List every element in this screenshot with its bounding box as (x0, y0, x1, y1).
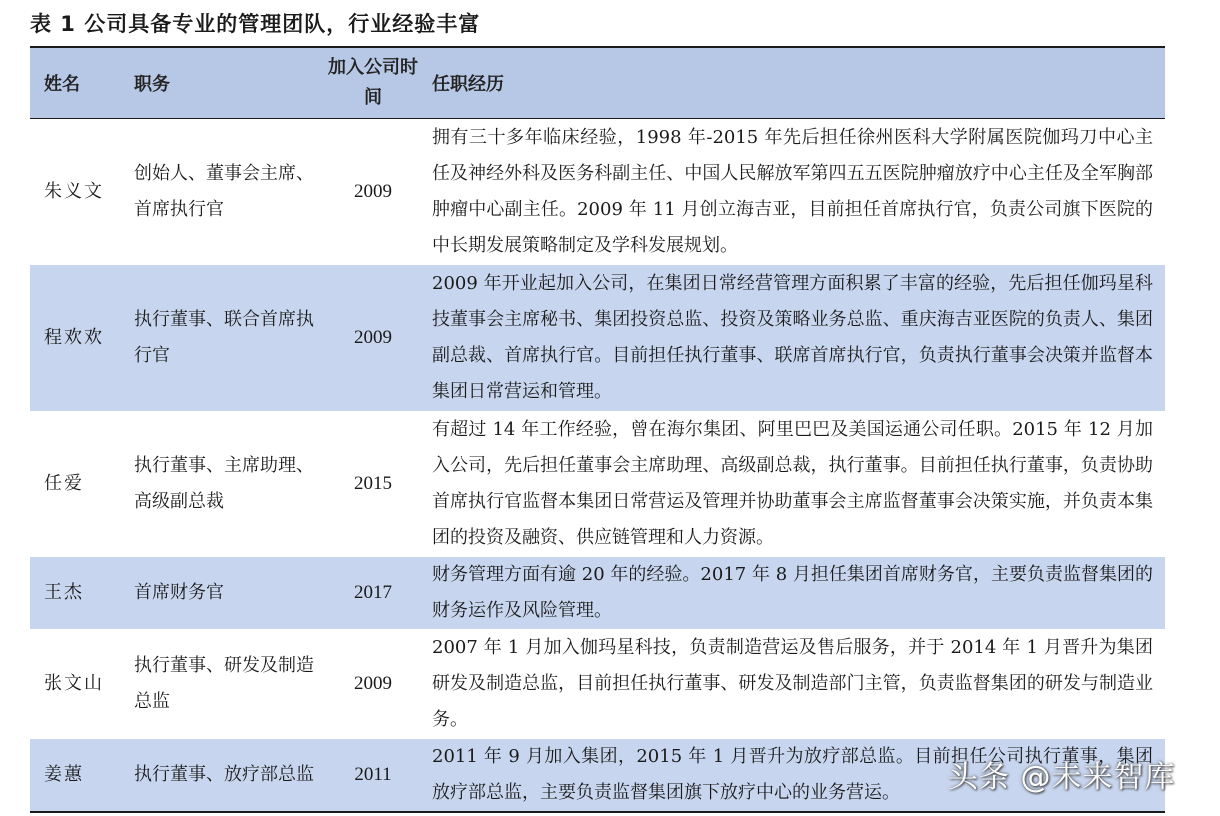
cell-experience: 2009 年开业起加入公司，在集团日常经营管理方面积累了丰富的经验，先后担任伽玛星科技董事会主席秘书、集团投资总监、投资及策略业务总监、重庆海吉亚医院的负责人、集团副总裁、首席执行官。目前担任执行董事、联席首席执行官，负责执行董事会决策并监督本集团日常营运和管理。 (422, 265, 1165, 411)
table-row (30, 629, 1165, 739)
header-role: 职务 (124, 47, 324, 119)
cell-role: 执行董事、主席助理、高级副总裁 (134, 454, 314, 512)
table-header-row (30, 47, 1165, 119)
cell-experience: 财务管理方面有逾 20 年的经验。2017 年 8 月担任集团首席财务官，主要负责监督集团的财务运作及风险管理。 (422, 557, 1165, 629)
table-row (30, 557, 1165, 629)
cell-year: 2017 (324, 557, 422, 629)
cell-experience: 拥有三十多年临床经验，1998 年-2015 年先后担任徐州医科大学附属医院伽玛刀中心主任及神经外科及医务科副主任、中国人民解放军第四五五医院肿瘤放疗中心主任及全军胸部肿瘤中心副主任。2009 年 11 月创立海吉亚，目前担任首席执行官，负责公司旗下医院的中长期发展策略制定及学科发展规划。 (432, 126, 1153, 256)
table-row (30, 411, 1165, 557)
table-row (30, 265, 1165, 411)
cell-year: 2009 (354, 672, 392, 694)
watermark: 头条 @未来智库 (948, 760, 1176, 795)
management-team-table (30, 46, 1165, 813)
cell-experience: 2007 年 1 月加入伽玛星科技，负责制造营运及售后服务，并于 2014 年 1 月晋升为集团研发及制造总监，目前担任执行董事、研发及制造部门主管，负责监督集团的研发与制造业务。 (432, 636, 1153, 730)
header-join-year: 加入公司时间 (324, 47, 422, 119)
cell-name: 程欢欢 (30, 265, 124, 411)
cell-experience: 有超过 14 年工作经验，曾在海尔集团、阿里巴巴及美国运通公司任职。2015 年 12 月加入公司，先后担任董事会主席助理、高级副总裁，执行董事。目前担任执行董事，负责协助首席执行官监督本集团日常营运及管理并协助董事会主席监督董事会决策实施，并负责本集团的投资及融资、供应链管理和人力资源。 (432, 418, 1153, 548)
cell-year: 2009 (324, 265, 422, 411)
cell-role: 执行董事、联合首席执行官 (124, 265, 324, 411)
cell-role: 执行董事、放疗部总监 (124, 739, 324, 812)
cell-year: 2009 (354, 180, 392, 202)
cell-name: 朱义文 (44, 180, 104, 202)
table-row (30, 119, 1165, 265)
cell-name: 姜蕙 (30, 739, 124, 812)
cell-role: 首席财务官 (124, 557, 324, 629)
cell-name: 张文山 (44, 672, 104, 694)
header-name: 姓名 (30, 47, 124, 119)
cell-name: 任爱 (44, 472, 84, 494)
cell-year: 2015 (354, 472, 392, 494)
cell-experience: 2011 年 9 月加入集团，2015 年 1 月晋升为放疗部总监。目前担任公司执行董事，集团放疗部总监，主要负责监督集团旗下放疗中心的业务营运。 (422, 739, 1165, 812)
header-experience: 任职经历 (422, 47, 1165, 119)
cell-year: 2011 (324, 739, 422, 812)
table-title: 表 1 公司具备专业的管理团队，行业经验丰富 (30, 12, 481, 36)
cell-name: 王杰 (30, 557, 124, 629)
cell-role: 执行董事、研发及制造总监 (134, 654, 314, 712)
cell-role: 创始人、董事会主席、首席执行官 (134, 162, 314, 220)
